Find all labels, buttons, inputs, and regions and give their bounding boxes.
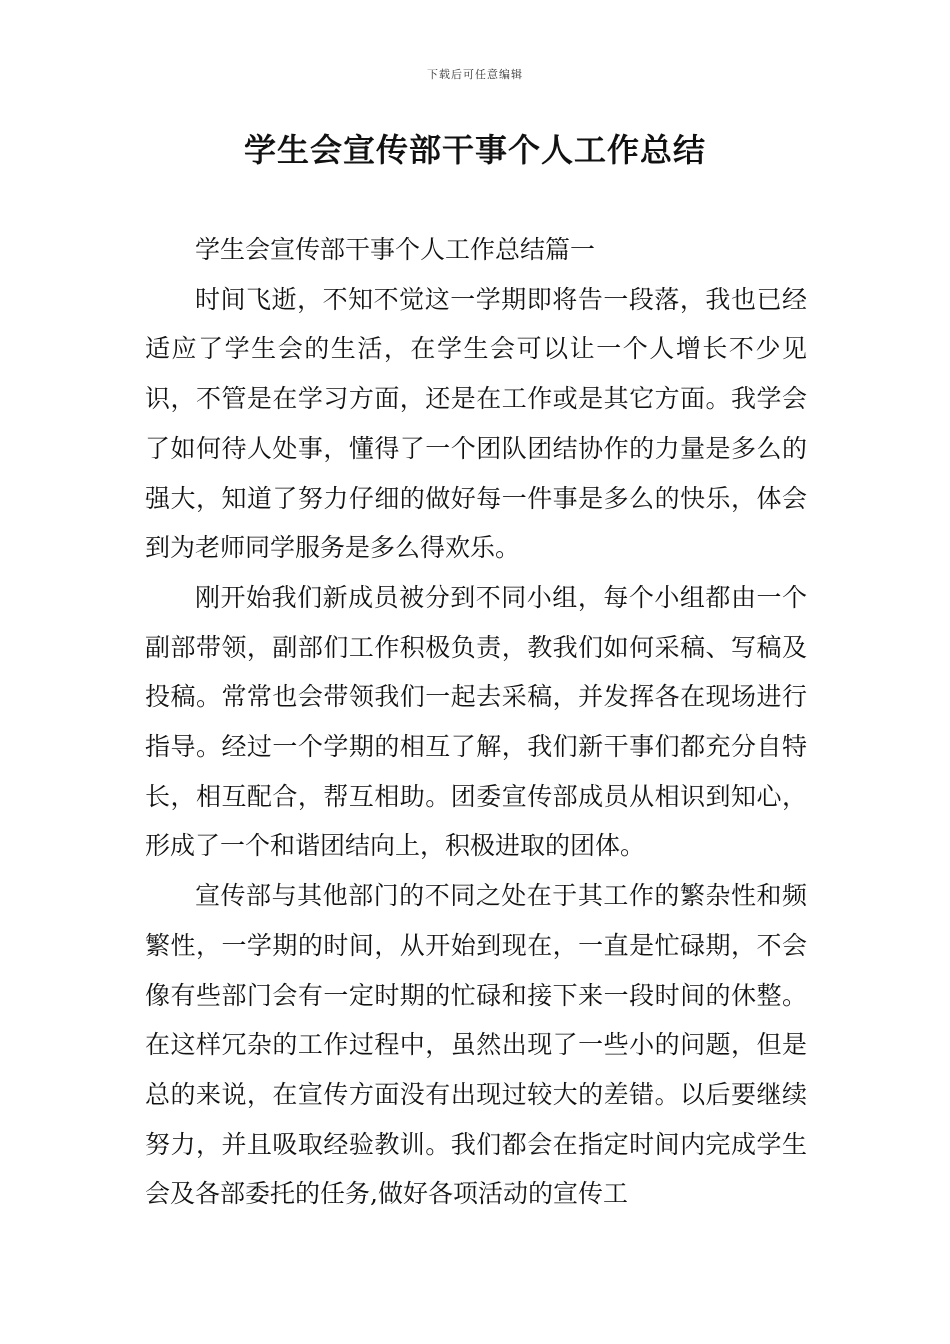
document-body bbox=[145, 225, 807, 1219]
subtitle-paragraph: 学生会宣传部干事个人工作总结篇一 bbox=[195, 235, 596, 264]
body-paragraph-3: 宣传部与其他部门的不同之处在于其工作的繁杂性和频繁性，一学期的时间，从开始到现在，一直是忙碌期，不会像有些部门会有一定时期的忙碌和接下来一段时间的休整。在这样冗杂的工作过程中，虽然出现了一些小的问题，但是总的来说，在宣传方面没有出现过较大的差错。以后要继续努力，并且吸取经验教训。我们都会在指定时间内完成学生会及各部委托的任务,做好各项活动的宣传工 bbox=[145, 881, 807, 1209]
document-title: 学生会宣传部干事个人工作总结 bbox=[243, 131, 706, 169]
body-paragraph-1: 时间飞逝，不知不觉这一学期即将告一段落，我也已经适应了学生会的生活，在学生会可以让一个人增长不少见识，不管是在学习方面，还是在工作或是其它方面。我学会了如何待人处事，懂得了一个团队团结协作的力量是多么的强大，知道了努力仔细的做好每一件事是多么的快乐，体会到为老师同学服务是多么得欢乐。 bbox=[145, 284, 807, 563]
body-paragraph-2: 刚开始我们新成员被分到不同小组，每个小组都由一个副部带领，副部们工作积极负责，教我们如何采稿、写稿及投稿。常常也会带领我们一起去采稿，并发挥各在现场进行指导。经过一个学期的相互了解，我们新干事们都充分自特长，相互配合，帮互相助。团委宣传部成员从相识到知心，形成了一个和谐团结向上，积极进取的团体。 bbox=[145, 582, 807, 861]
header-note: 下载后可任意编辑 bbox=[427, 68, 523, 81]
